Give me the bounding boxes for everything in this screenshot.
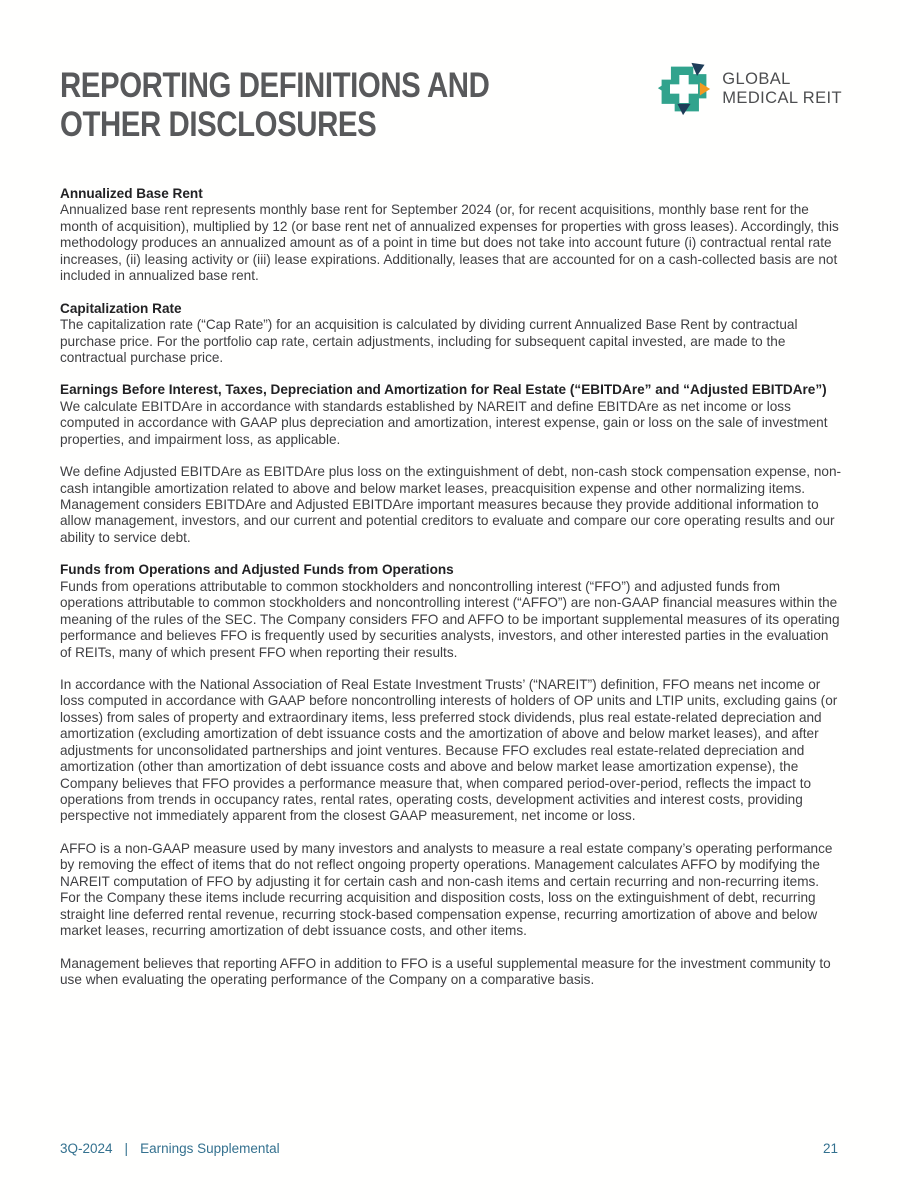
section-heading: Capitalization Rate: [60, 300, 182, 316]
section-ffo-affo: [60, 562, 842, 988]
section-heading: Funds from Operations and Adjusted Funds from Operations: [60, 562, 454, 578]
page-title-line2: OTHER DISCLOSURES: [60, 105, 377, 145]
footer-divider: |: [124, 1141, 129, 1156]
section-capitalization-rate: [60, 301, 842, 367]
gmre-cross-icon: [656, 61, 712, 117]
section-paragraph: We calculate EBITDAre in accordance with standards established by NAREIT and define EBITDAre as net income or loss computed in accordance with GAAP plus depreciation and amortization, interest expense, gain or loss on the sale of investment properties, and impairment loss, as applicable.: [60, 398, 828, 447]
page-title: [60, 66, 489, 144]
footer-label: Earnings Supplemental: [140, 1141, 280, 1156]
company-logo: [656, 61, 842, 117]
company-name-line2: MEDICAL REIT: [722, 89, 842, 107]
section-paragraph: Management believes that reporting AFFO in addition to FFO is a useful supplemental measure for the investment community to use when evaluating the operating performance of the Company on a comparative basis.: [60, 955, 831, 987]
section-paragraph: We define Adjusted EBITDAre as EBITDAre plus loss on the extinguishment of debt, non-cash stock compensation expense, non-cash intangible amortization related to above and below market leases, preacquisition expense and other normalizing items. Management considers EBITDAre and Adjusted EBITDAre important measures because they provide additional information to allow management, investors, and our current and potential creditors to evaluate and compare our core operating results and our ability to service debt.: [60, 464, 842, 545]
section-paragraph: AFFO is a non-GAAP measure used by many investors and analysts to measure a real estate company’s operating performance by removing the effect of items that do not reflect ongoing property operations. Management calculates AFFO by modifying the NAREIT computation of FFO by adjusting it for certain cash and non-cash items and certain recurring and non-recurring items. For the Company these items include recurring acquisition and disposition costs, loss on the extinguishment of debt, recurring straight line deferred rental revenue, recurring stock-based compensation expense, recurring amortization of above and below market leases, recurring amortization of debt issuance costs, and other items.: [60, 840, 833, 939]
company-name-line1: GLOBAL: [722, 69, 791, 88]
page-number: 21: [822, 1141, 838, 1156]
section-paragraph: Annualized base rent represents monthly base rent for September 2024 (or, for recent acquisitions, monthly base rent for the month of acquisition), multiplied by 12 (or base rent net of annualized expenses for properties with gross leases). Accordingly, this methodology produces an annualized amount as of a point in time but does not take into account future (i) contractual rental rate increases, (ii) leasing activity or (iii) lease expirations. Additionally, leases that are accounted for on a cash-collected basis are not included in annualized base rent.: [60, 202, 839, 284]
page-footer: [60, 1141, 838, 1156]
section-ebitdare: [60, 382, 842, 546]
footer-period: 3Q-2024: [60, 1141, 113, 1156]
section-paragraph: The capitalization rate (“Cap Rate”) for an acquisition is calculated by dividing current Annualized Base Rent by contractual purchase price. For the portfolio cap rate, certain adjustments, including for subsequent capital invested, are made to the contractual purchase price.: [60, 317, 798, 365]
definitions-content: [60, 186, 842, 1004]
company-name: [722, 70, 842, 108]
page-header: [60, 66, 842, 144]
section-heading: Earnings Before Interest, Taxes, Depreciation and Amortization for Real Estate (“EBITDAre” and “Adjusted EBITDAre”): [60, 382, 827, 398]
section-paragraph: Funds from operations attributable to common stockholders and noncontrolling interest (“FFO”) and adjusted funds from operations attributable to common stockholders and noncontrolling interest (“AFFO”) are non-GAAP financial measures within the meaning of the rules of the SEC. The Company considers FFO and AFFO to be important supplemental measures of its operating performance and believes FFO is frequently used by securities analysts, investors, and other interested parties in the evaluation of REITs, many of which present FFO when reporting their results.: [60, 578, 840, 660]
section-heading: Annualized Base Rent: [60, 186, 203, 201]
page-title-line1: REPORTING DEFINITIONS AND: [60, 66, 490, 105]
section-annualized-base-rent: [60, 186, 842, 285]
section-paragraph: In accordance with the National Association of Real Estate Investment Trusts’ (“NAREIT”) definition, FFO means net income or loss computed in accordance with GAAP before noncontrolling interests of holders of OP units and LTIP units, excluding gains (or losses) from sales of property and extraordinary items, less preferred stock dividends, plus real estate-related depreciation and amortization (excluding amortization of debt issuance costs and the amortization of above and below market leases), and after adjustments for unconsolidated partnerships and joint ventures. Because FFO excludes real estate-related depreciation and amortization (other than amortization of debt issuance costs and above and below market lease amortization expense), the Company believes that FFO provides a performance measure that, when compared period-over-period, reflects the impact to operations from trends in occupancy rates, rental rates, operating costs, development activities and interest costs, providing perspective not immediately apparent from the closest GAAP measurement, net income or loss.: [60, 676, 838, 824]
footer-left: [60, 1141, 280, 1156]
